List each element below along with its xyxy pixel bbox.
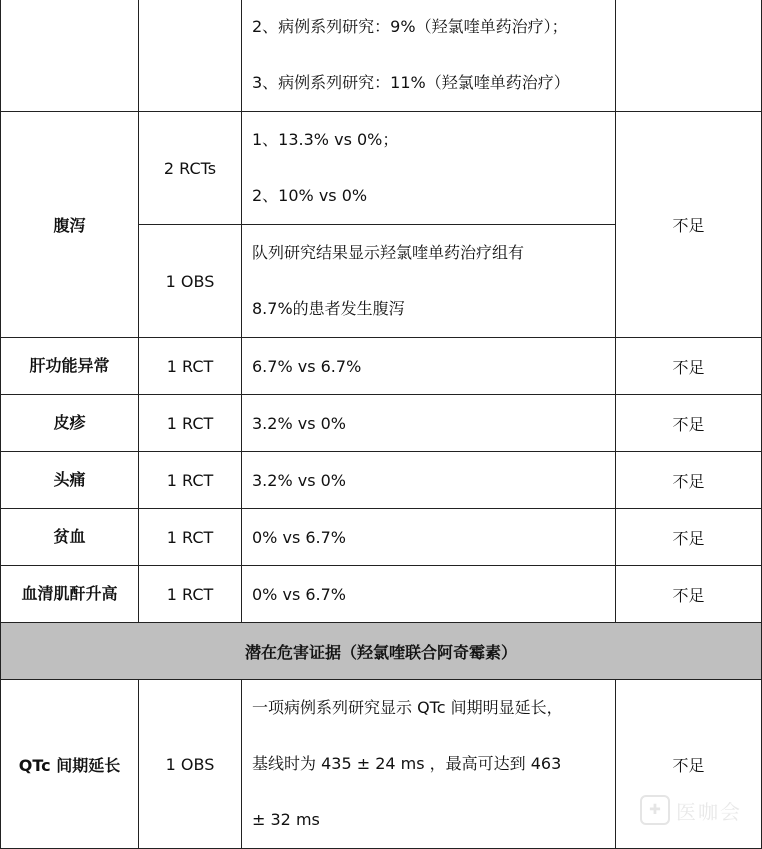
section-header-row <box>1 623 762 680</box>
result-line: 2、病例系列研究：9%（羟氯喹单药治疗）； <box>252 17 568 36</box>
watermark-text: 医咖会 <box>676 799 742 824</box>
medical-chat-logo-icon: ✚ <box>640 795 670 825</box>
evidence-level: 不足 <box>616 112 762 338</box>
evidence-level: 不足 <box>616 338 762 395</box>
study-count: 1 RCT <box>139 338 242 395</box>
result-value: 3.2% vs 0% <box>242 452 616 509</box>
study-count: 2 RCTs <box>139 112 242 225</box>
evidence-level: 不足 <box>616 509 762 566</box>
result-cell <box>242 680 616 849</box>
study-count: 1 RCT <box>139 395 242 452</box>
result-cell <box>242 225 616 338</box>
outcome-name: QTc 间期延长 <box>1 680 139 849</box>
outcome-name: 腹泻 <box>1 112 139 338</box>
study-count: 1 RCT <box>139 509 242 566</box>
watermark <box>640 795 742 825</box>
table-row <box>1 395 762 452</box>
result-line: 1、13.3% vs 0%； <box>252 130 399 149</box>
result-cell <box>242 0 616 112</box>
table-row <box>1 112 762 225</box>
section-title: 潜在危害证据（羟氯喹联合阿奇霉素） <box>1 623 762 680</box>
study-count: 1 RCT <box>139 452 242 509</box>
evidence-cell-empty <box>616 0 762 112</box>
result-line: 基线时为 435 ± 24 ms ，最高可达到 463 <box>252 754 562 773</box>
study-count: 1 OBS <box>139 225 242 338</box>
table-row <box>1 566 762 623</box>
result-line: 一项病例系列研究显示 QTc 间期明显延长， <box>252 698 563 717</box>
table-row <box>1 0 762 112</box>
result-line: 2、10% vs 0% <box>252 186 368 205</box>
outcome-name: 皮疹 <box>1 395 139 452</box>
table-row <box>1 509 762 566</box>
outcome-name: 贫血 <box>1 509 139 566</box>
result-line: 队列研究结果显示羟氯喹单药治疗组有 <box>252 243 525 262</box>
outcome-name: 头痛 <box>1 452 139 509</box>
result-cell <box>242 112 616 225</box>
result-value: 0% vs 6.7% <box>242 509 616 566</box>
result-line: 3、病例系列研究：11%（羟氯喹单药治疗） <box>252 73 570 92</box>
result-line: ± 32 ms <box>252 810 320 829</box>
evidence-level: 不足 <box>616 566 762 623</box>
study-count: 1 OBS <box>139 680 242 849</box>
evidence-level: 不足 <box>616 452 762 509</box>
evidence-level: 不足 <box>616 680 762 849</box>
result-value: 3.2% vs 0% <box>242 395 616 452</box>
outcome-name: 血清肌酐升高 <box>1 566 139 623</box>
table-row <box>1 338 762 395</box>
evidence-level: 不足 <box>616 395 762 452</box>
study-count-cell-empty <box>139 0 242 112</box>
table-row <box>1 452 762 509</box>
result-value: 6.7% vs 6.7% <box>242 338 616 395</box>
result-value: 0% vs 6.7% <box>242 566 616 623</box>
outcome-name: 肝功能异常 <box>1 338 139 395</box>
result-line: 8.7%的患者发生腹泻 <box>252 299 405 318</box>
outcome-cell-empty <box>1 0 139 112</box>
study-count: 1 RCT <box>139 566 242 623</box>
